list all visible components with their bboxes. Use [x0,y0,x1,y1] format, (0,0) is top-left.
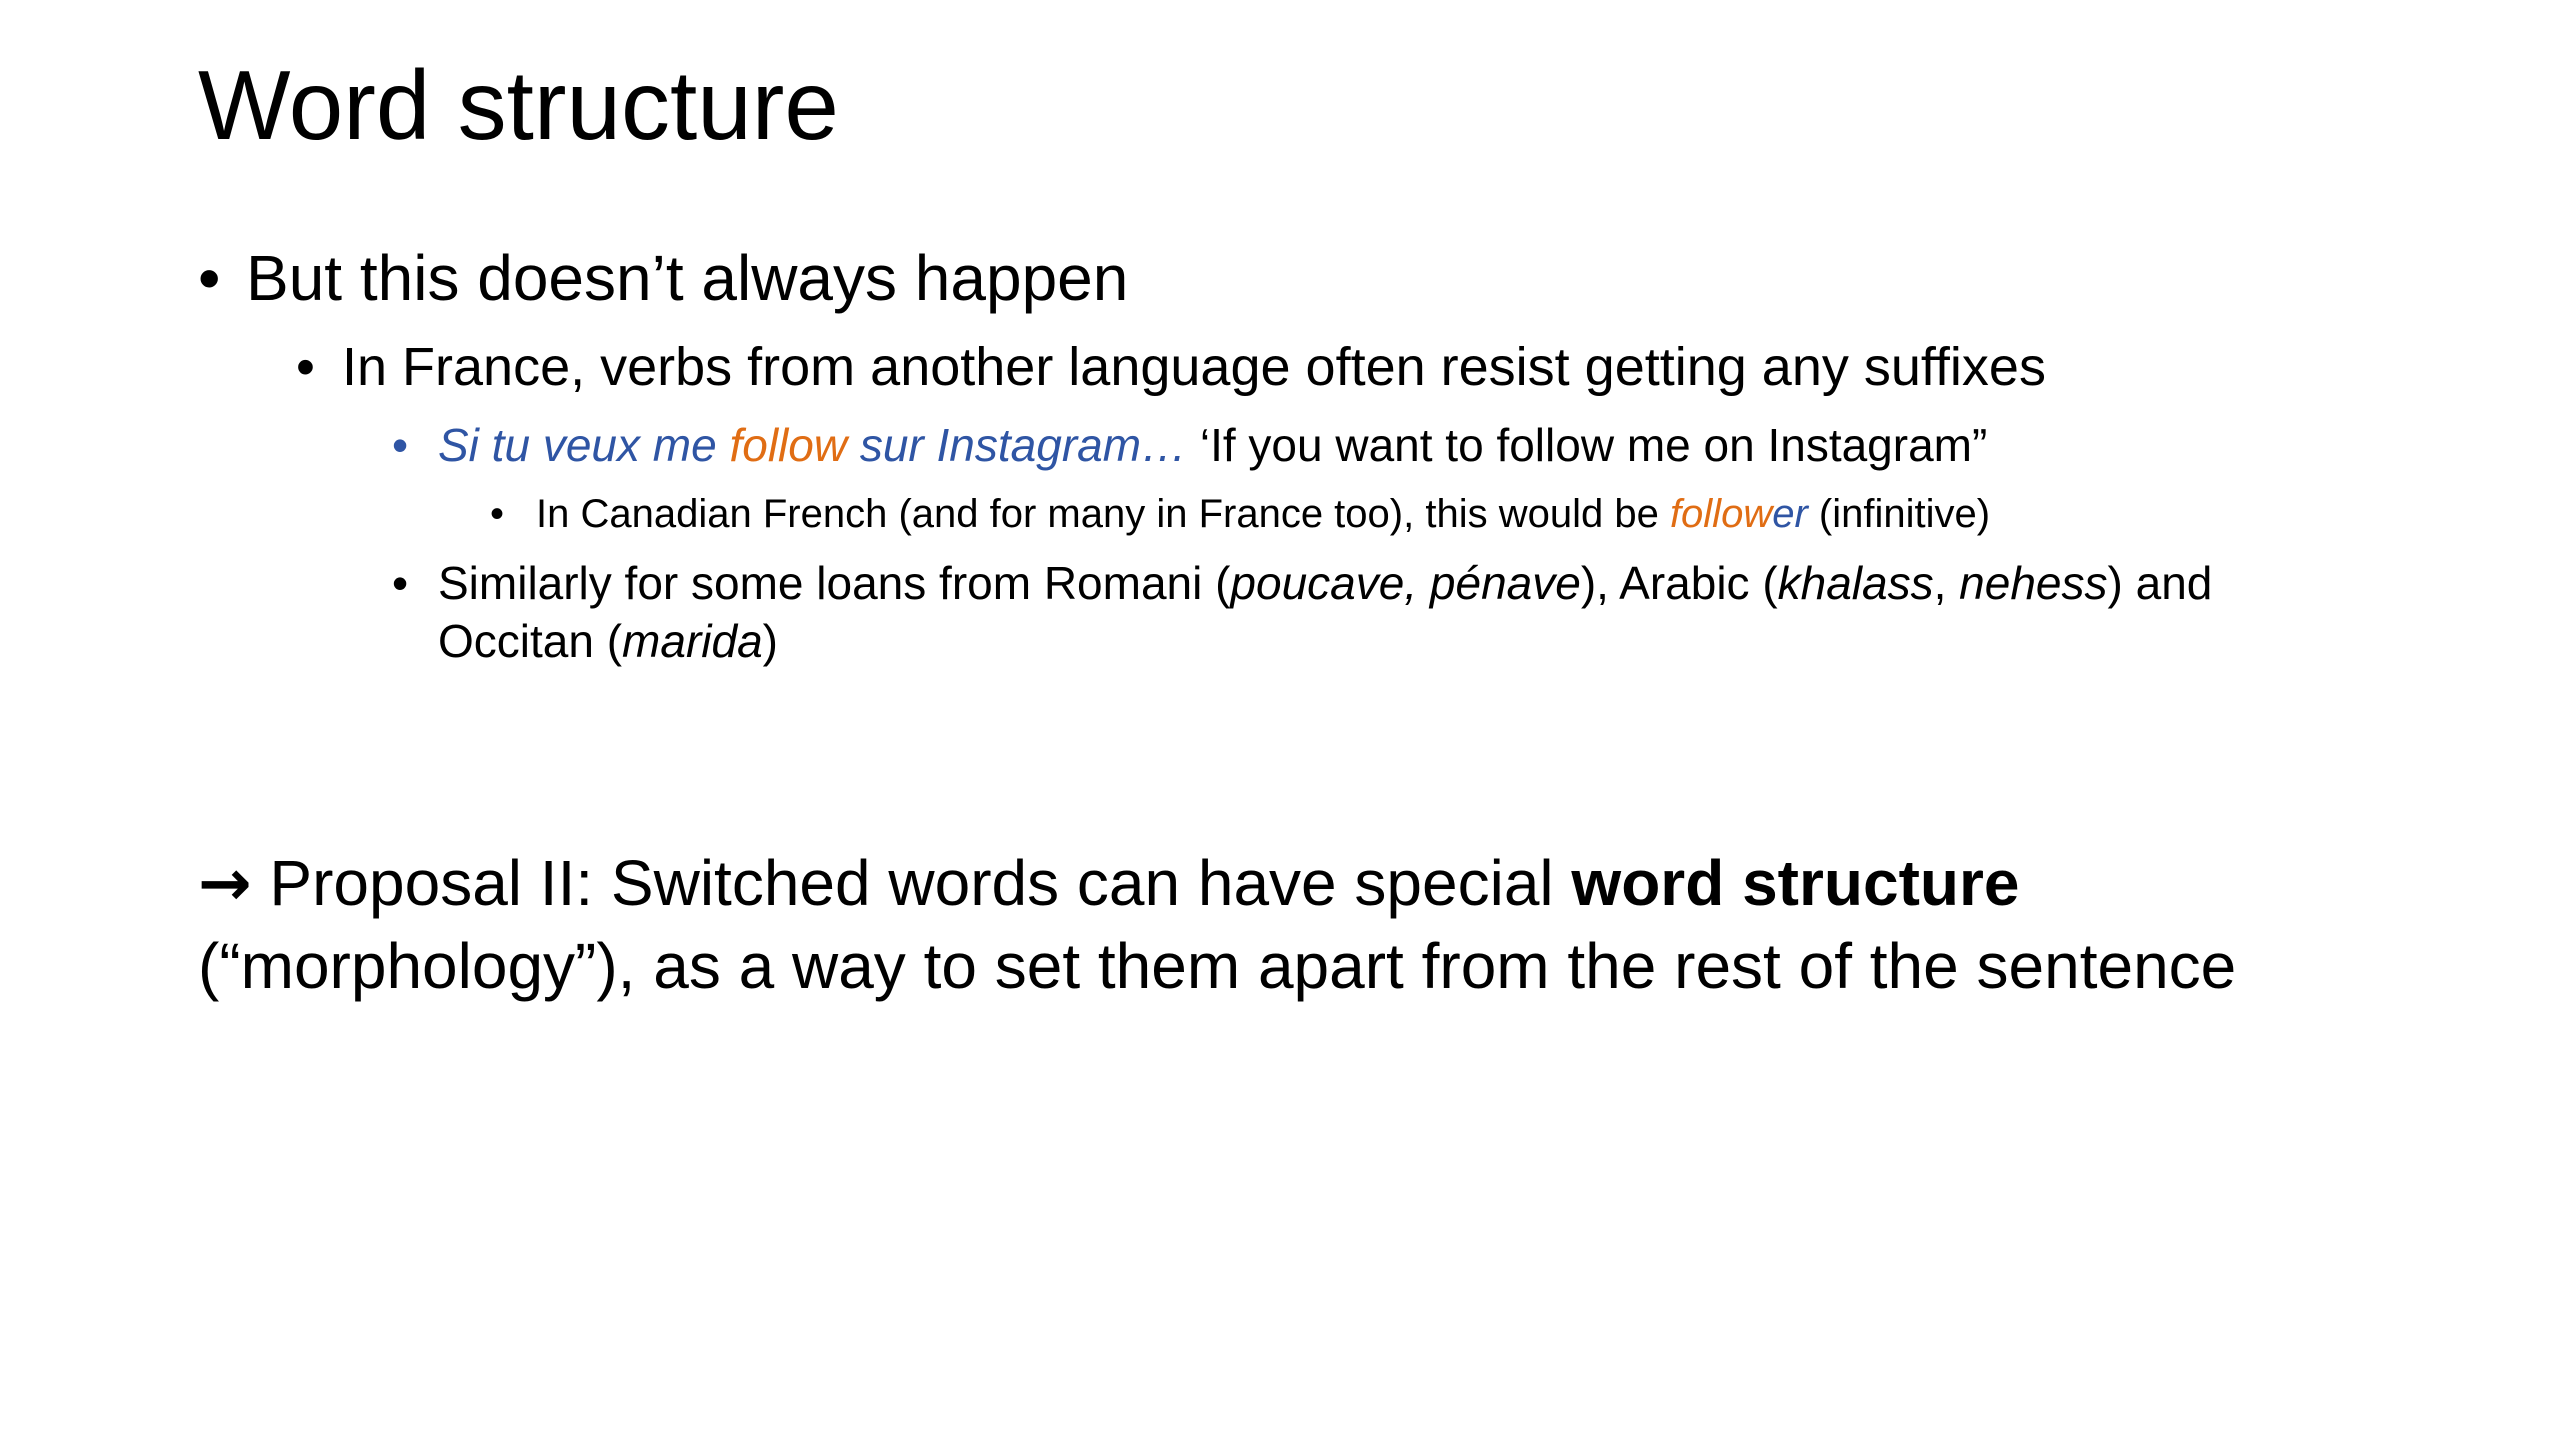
canadian-word-stem: follow [1669,492,1773,536]
arrow-right-icon: → [198,847,252,921]
loans-word: khalass [1777,557,1934,609]
proposal-paragraph [198,842,2358,1007]
bullet-dot-icon: • [392,557,409,609]
loans-text: ) and [2107,557,2213,609]
bullet-dot-icon: • [392,419,409,471]
loans-line1 [438,556,2212,611]
loans-text: ), Arabic ( [1580,557,1778,609]
canadian-word-suffix: er [1772,492,1808,536]
loans-line2 [438,614,778,669]
proposal-bold: word structure [1571,847,2020,919]
bullet-dot-icon: • [198,242,221,314]
bullet-dot-icon: • [490,492,505,536]
loans-text: , [1933,557,1960,609]
example-sentence [438,418,1987,473]
loans-word: poucave, pénave [1230,557,1581,609]
proposal-text2: (“morphology”), as a way to set them apart from the rest of the sentence [198,930,2237,1002]
canadian-text [536,490,1990,538]
bullet-text: In France, verbs from another language often resist getting any suffixes [342,337,2046,397]
canadian-after: (infinitive) [1807,492,1991,536]
slide-title: Word structure [198,50,839,160]
bullet-text: But this doesn’t always happen [246,242,1129,314]
loans-text: Occitan ( [438,615,623,667]
bullet-dot-icon: • [296,337,315,397]
example-part1: Si tu veux me [438,419,730,471]
loans-text: Similarly for some loans from Romani ( [438,557,1231,609]
loans-word: nehess [1959,557,2108,609]
loans-word: marida [622,615,763,667]
example-part3: sur Instagram… [847,419,1188,471]
canadian-before: In Canadian French (and for many in France too), this would be [536,492,1670,536]
example-gloss: ‘If you want to follow me on Instagram” [1187,419,1988,471]
proposal-text1: Proposal II: Switched words can have special [251,847,1572,919]
example-highlight: follow [729,419,848,471]
loans-text: ) [762,615,778,667]
